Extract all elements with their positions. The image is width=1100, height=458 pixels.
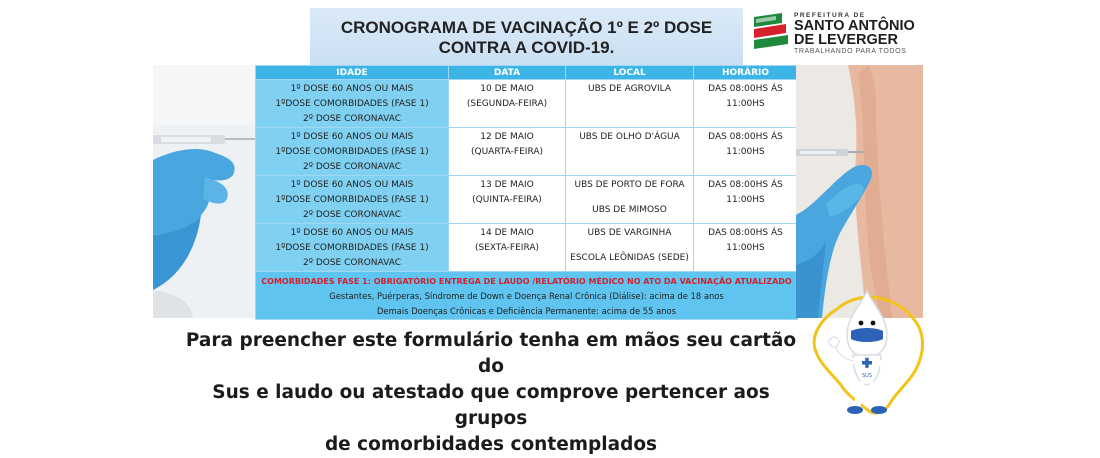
- local-cell: UBS DE AGROVILA: [566, 80, 694, 128]
- horario-cell: DAS 08:00HS ÁS 11:00HS: [694, 128, 798, 176]
- horario-cell: DAS 08:00HS ÁS 11:00HS: [694, 224, 798, 272]
- header-local: LOCAL: [566, 66, 694, 80]
- form-instructions: [175, 328, 807, 458]
- data-cell: 12 DE MAIO (QUARTA-FEIRA): [449, 128, 566, 176]
- table-row: [256, 224, 798, 272]
- title-line-1: CRONOGRAMA DE VACINAÇÃO 1º E 2º DOSE: [340, 18, 713, 37]
- horario-cell: DAS 08:00HS ÁS 11:00HS: [694, 80, 798, 128]
- data-cell: 13 DE MAIO (QUINTA-FEIRA): [449, 176, 566, 224]
- table-header-row: [256, 66, 798, 80]
- table-row: [256, 176, 798, 224]
- table-row: [256, 80, 798, 128]
- mascot-badge: SUS: [861, 373, 873, 379]
- idade-cell: 1º DOSE 60 ANOS OU MAIS 1ºDOSE COMORBIDADES (FASE 1) 2º DOSE CORONAVAC: [256, 128, 449, 176]
- idade-cell: 1º DOSE 60 ANOS OU MAIS 1ºDOSE COMORBIDADES (FASE 1) 2º DOSE CORONAVAC: [256, 80, 449, 128]
- local-cell: UBS DE VARGINHA ESCOLA LEÔNIDAS (SEDE): [566, 224, 694, 272]
- data-cell: 10 DE MAIO (SEGUNDA-FEIRA): [449, 80, 566, 128]
- laudo-notice: COMORBIDADES FASE 1: OBRIGATÓRIO ENTREGA DE LAUDO /RELATÓRIO MÉDICO NO ATO DA VACINAÇÃO ATUALIZADO: [261, 277, 792, 286]
- prefeitura-logo: [752, 8, 932, 60]
- logo-prefix: PREFEITURA DE: [794, 12, 866, 19]
- title-line-2: CONTRA A COVID-19.: [438, 38, 615, 57]
- idade-cell: 1º DOSE 60 ANOS OU MAIS 1ºDOSE COMORBIDADES (FASE 1) 2º DOSE CORONAVAC: [256, 176, 449, 224]
- logo-tagline: TRABALHANDO PARA TODOS: [794, 48, 907, 55]
- vaccination-schedule: [255, 65, 797, 318]
- gloved-hand-syringe-photo: [153, 65, 257, 318]
- instructions-line-3: de comorbidades contemplados: [324, 434, 658, 455]
- footer-line-1: Gestantes, Puérperas, Síndrome de Down e Doença Renal Crônica (Diálise): acima de 18 anos: [329, 291, 724, 301]
- title-banner: [310, 8, 743, 66]
- data-cell: 14 DE MAIO (SEXTA-FEIRA): [449, 224, 566, 272]
- horario-cell: DAS 08:00HS ÁS 11:00HS: [694, 176, 798, 224]
- ze-gotinha-mascot-icon: [807, 287, 927, 419]
- local-cell: UBS DE OLHO D'ÁGUA: [566, 128, 694, 176]
- table-footer-row: [256, 272, 798, 320]
- table-row: [256, 128, 798, 176]
- schedule-table: [255, 65, 798, 320]
- logo-name-line-1: SANTO ANTÔNIO: [794, 18, 915, 34]
- logo-name-line-2: DE LEVERGER: [794, 32, 898, 48]
- instructions-line-1: Para preencher este formulário tenha em mãos seu cartão do: [185, 330, 797, 377]
- header-idade: IDADE: [256, 66, 449, 80]
- footer-line-2: Demais Doenças Crônicas e Deficiência Permanente: acima de 55 anos: [376, 306, 677, 316]
- comorbidities-note: [256, 272, 798, 320]
- header-horario: HORÁRIO: [694, 66, 798, 80]
- instructions-line-2: Sus e laudo ou atestado que comprove pertencer aos grupos: [212, 382, 770, 429]
- idade-cell: 1º DOSE 60 ANOS OU MAIS 1ºDOSE COMORBIDADES (FASE 1) 2º DOSE CORONAVAC: [256, 224, 449, 272]
- header-data: DATA: [449, 66, 566, 80]
- vaccination-arm-photo: [796, 65, 923, 318]
- flag-logo-icon: [752, 11, 790, 57]
- local-cell: UBS DE PORTO DE FORA UBS DE MIMOSO: [566, 176, 694, 224]
